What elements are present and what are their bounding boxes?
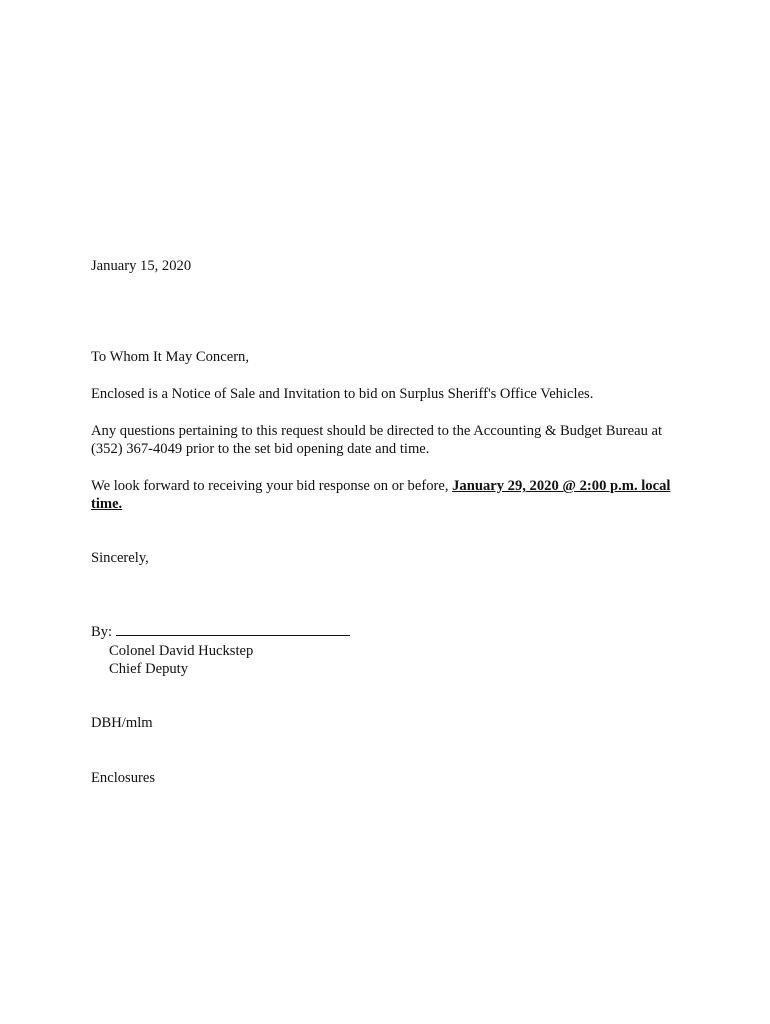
signature-line xyxy=(116,623,350,636)
closing: Sincerely, xyxy=(91,550,149,566)
paragraph-questions-line1: Any questions pertaining to this request should be directed to the Accounting & Budget Bureau at xyxy=(91,423,663,439)
salutation: To Whom It May Concern, xyxy=(91,349,249,365)
deadline-date: January 29, 2020 @ 2:00 p.m. local xyxy=(452,478,671,494)
enclosures: Enclosures xyxy=(91,770,156,786)
paragraph-notice: Enclosed is a Notice of Sale and Invitation to bid on Surplus Sheriff's Office Vehicles. xyxy=(91,386,594,402)
signer-name: Colonel David Huckstep xyxy=(109,643,254,659)
signer-title: Chief Deputy xyxy=(109,661,189,677)
by-label: By: xyxy=(91,624,113,640)
signature-row xyxy=(91,623,350,641)
deadline-intro-text: We look forward to receiving your bid response on or before, xyxy=(91,478,453,494)
initials: DBH/mlm xyxy=(91,715,153,731)
deadline-date-continued: time. xyxy=(91,496,123,512)
paragraph-deadline-line1 xyxy=(91,477,670,495)
letter-date: January 15, 2020 xyxy=(91,258,192,274)
paragraph-deadline-line2 xyxy=(91,495,122,513)
paragraph-questions-line2: (352) 367-4049 prior to the set bid opening date and time. xyxy=(91,441,430,457)
